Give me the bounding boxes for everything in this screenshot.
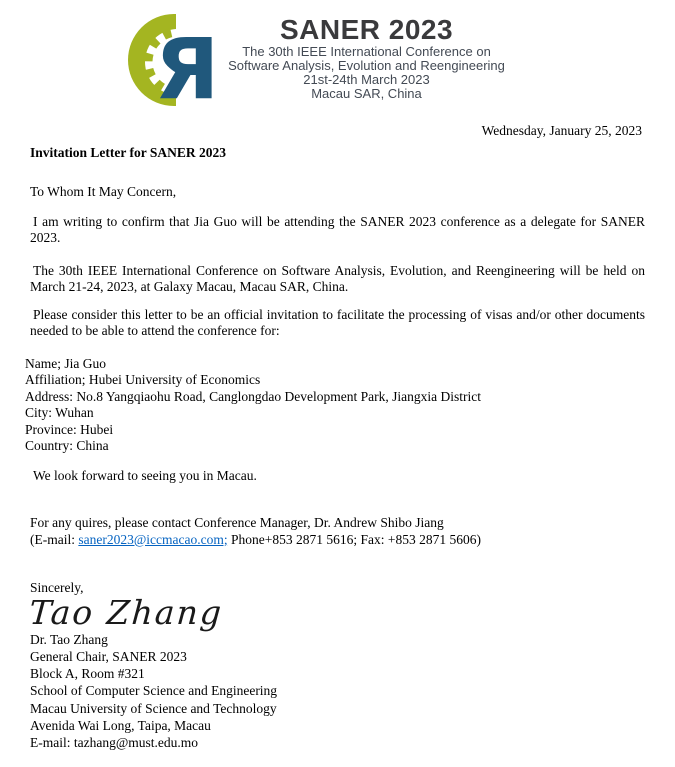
conference-location: Macau SAR, China [311,86,422,101]
conference-subtitle-line-1: The 30th IEEE International Conference on [242,44,491,59]
contact-line-1: For any quires, please contact Conference Manager, Dr. Andrew Shibo Jiang [30,515,444,530]
conference-title: SANER 2023 [279,14,454,45]
signer-role: General Chair, SANER 2023 [30,648,187,664]
contact-email-prefix: (E-mail: [30,531,79,547]
signer-email: E-mail: tazhang@must.edu.mo [30,735,199,751]
signature-block [30,631,645,752]
paragraph-confirmation: I am writing to confirm that Jia Guo will be attending the SANER 2023 conference as a delegate for SANER 2023. [30,213,645,245]
letter-subject: Invitation Letter for SANER 2023 [30,144,226,160]
letterhead-text [0,12,675,101]
letter-date: Wednesday, January 25, 2023 [481,123,642,138]
attendee-country-line: Country: China [25,438,109,453]
signer-name: Dr. Tao Zhang [30,631,108,647]
closing-line: We look forward to seeing you in Macau. [33,467,257,483]
salutation: To Whom It May Concern, [30,184,177,199]
attendee-details [25,356,645,455]
contact-info [30,515,645,548]
contact-line-2 [30,532,645,549]
reversed-r-letter: Я [154,20,220,112]
conference-dates: 21st-24th March 2023 [303,72,430,87]
signer-school: School of Computer Science and Engineering [30,683,278,699]
letterhead [0,0,675,114]
conference-subtitle-line-2: Software Analysis, Evolution and Reengineering [228,58,505,73]
signoff: Sincerely, [30,580,84,595]
saner-gear-logo [117,10,222,112]
email-link[interactable]: saner2023@iccmacao.com; [78,531,228,547]
attendee-name-line: Name; Jia Guo [25,355,106,371]
attendee-city-line: City: Wuhan [25,405,94,420]
attendee-affiliation-line: Affiliation; Hubei University of Economics [25,372,261,387]
signer-university: Macau University of Science and Technology [30,700,277,716]
signer-address: Avenida Wai Long, Taipa, Macau [30,717,211,733]
paragraph-conference-info: The 30th IEEE International Conference on Software Analysis, Evolution, and Reengineering will be held on March 21-24, 2023, at Galaxy Macau, Macau SAR, China. [30,262,645,294]
paragraph-visa-invitation: Please consider this letter to be an official invitation to facilitate the processing of visas and/or other documents needed to be able to attend the conference for: [30,306,645,338]
attendee-address-line: Address: No.8 Yangqiaohu Road, Canglongdao Development Park, Jiangxia District [25,388,481,404]
handwritten-signature: Tao Zhang [27,592,225,632]
attendee-province-line: Province: Hubei [25,421,114,437]
signer-room: Block A, Room #321 [30,666,145,682]
contact-phone-fax: Phone+853 2871 5616; Fax: +853 2871 5606) [227,531,481,547]
